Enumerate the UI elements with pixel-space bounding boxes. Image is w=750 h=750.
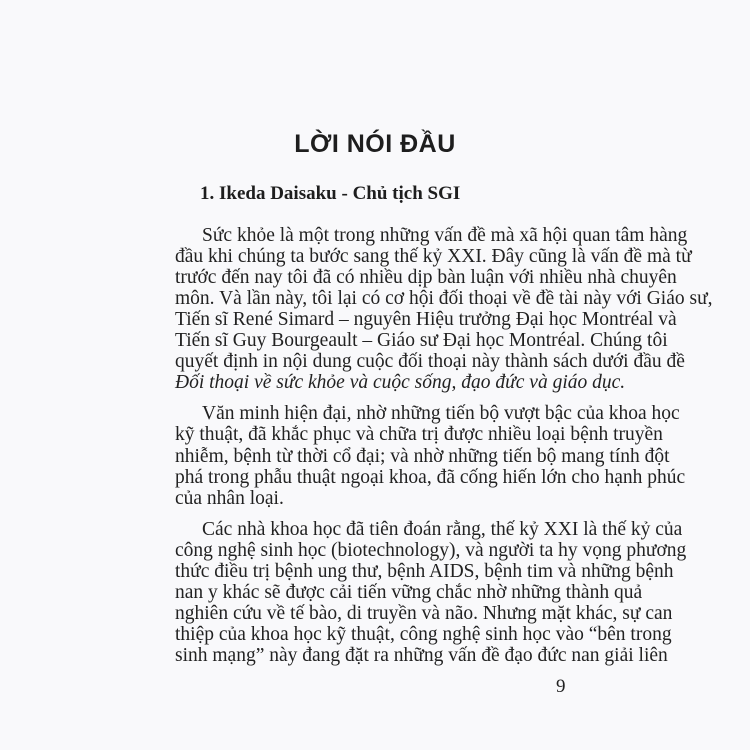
text-line: Sức khỏe là một trong những vấn đề mà xã hội quan tâm hàng: [202, 225, 688, 246]
section-heading: 1. Ikeda Daisaku - Chủ tịch SGI: [200, 183, 461, 204]
text-line: kỹ thuật, đã khắc phục và chữa trị được nhiều loại bệnh truyền: [175, 424, 663, 445]
page-title: LỜI NÓI ĐẦU: [294, 130, 456, 158]
text-line: công nghệ sinh học (biotechnology), và người ta hy vọng phương: [175, 540, 687, 561]
text-line: Văn minh hiện đại, nhờ những tiến bộ vượt bậc của khoa học: [202, 403, 680, 424]
text-line: thiệp của khoa học kỹ thuật, công nghệ sinh học vào “bên trong: [175, 624, 672, 645]
text-line: Tiến sĩ Guy Bourgeault – Giáo sư Đại học Montréal. Chúng tôi: [175, 330, 668, 351]
text-line: của nhân loại.: [175, 488, 284, 509]
text-line-book-title: Đối thoại về sức khỏe và cuộc sống, đạo đức và giáo dục.: [175, 372, 626, 393]
text-line: Tiến sĩ René Simard – nguyên Hiệu trưởng Đại học Montréal và: [175, 309, 677, 330]
text-line: sinh mạng” này đang đặt ra những vấn đề đạo đức nan giải liên: [175, 645, 668, 666]
text-line: trước đến nay tôi đã có nhiều dịp bàn luận với nhiều nhà chuyên: [175, 267, 677, 288]
text-line: nan y khác sẽ được cải tiến vững chắc nhờ những thành quả: [175, 582, 643, 603]
text-line: thức điều trị bệnh ung thư, bệnh AIDS, bệnh tim và những bệnh: [175, 561, 674, 582]
text-line: đầu khi chúng ta bước sang thế kỷ XXI. Đây cũng là vấn đề mà từ: [175, 246, 692, 267]
text-line: phá trong phẫu thuật ngoại khoa, đã cống hiến lớn cho hạnh phúc: [175, 467, 686, 488]
text-line: nhiễm, bệnh từ thời cổ đại; và nhờ những tiến bộ mang tính đột: [175, 446, 670, 467]
text-line: nghiên cứu về tế bào, di truyền và não. Nhưng mặt khác, sự can: [175, 603, 673, 624]
text-line: môn. Và lần này, tôi lại có cơ hội đối thoại về đề tài này với Giáo sư,: [175, 288, 713, 309]
text-line: Các nhà khoa học đã tiên đoán rằng, thế kỷ XXI là thế kỷ của: [202, 519, 683, 540]
text-line: quyết định in nội dung cuộc đối thoại này thành sách dưới đầu đề: [175, 351, 685, 372]
page-number: 9: [556, 676, 566, 697]
